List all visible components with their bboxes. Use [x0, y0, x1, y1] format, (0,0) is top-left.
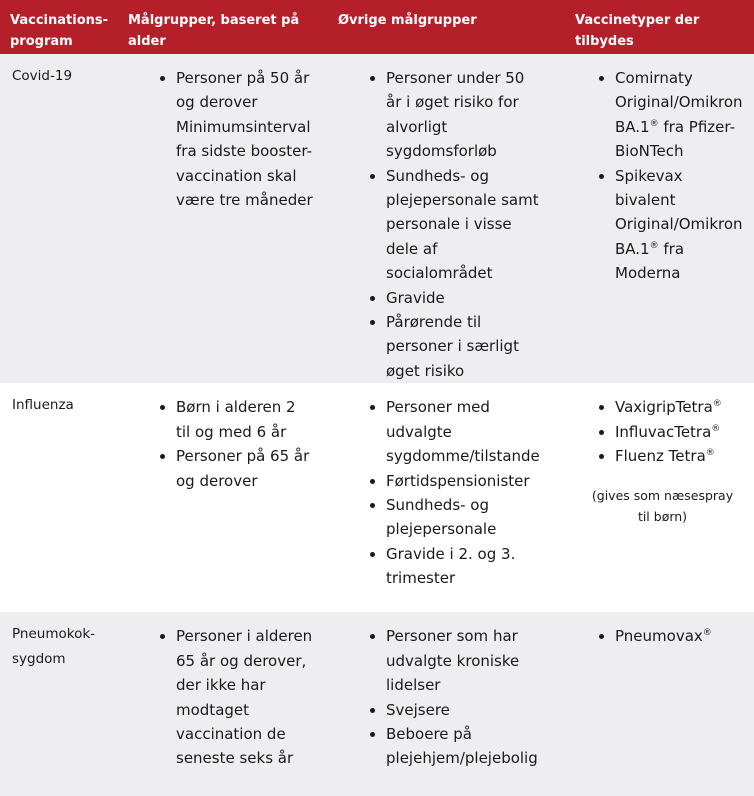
vaccine-item: [615, 164, 744, 286]
age-groups-cell-list: [150, 66, 314, 212]
vaccine-item: [615, 444, 744, 468]
other-groups-cell: [328, 383, 555, 612]
other-groups-cell-list: [360, 395, 543, 590]
age-groups-cell: [118, 612, 328, 796]
registered-mark: ®: [705, 448, 715, 459]
list-item: Børn i alderen 2 til og med 6 år: [176, 395, 314, 444]
age-groups-cell: [118, 383, 328, 612]
vaccine-name: Comirnaty Original/Omikron BA.1: [615, 69, 743, 136]
program-name: Covid-19: [0, 54, 118, 383]
header-other-groups: Øvrige målgrupper: [328, 0, 555, 54]
registered-mark: ®: [702, 628, 712, 639]
vaccine-types-cell: [555, 54, 754, 383]
registered-mark: ®: [712, 399, 722, 410]
header-vaccine-types: Vaccinetyper der tilbydes: [555, 0, 754, 54]
vaccine-types-cell: [555, 383, 754, 612]
vaccine-name: Fluenz Tetra: [615, 447, 706, 466]
vaccine-item: [615, 624, 744, 648]
vaccine-maker: fra Pfizer-BioNTech: [615, 117, 736, 161]
list-item: Personer på 50 år og derover Minimumsinterval fra sidste booster-vaccination skal være tre måneder: [176, 66, 314, 212]
list-item: Førtidspensionister: [386, 469, 543, 493]
list-item: Personer under 50 år i øget risiko for alvorligt sygdomsforløb: [386, 66, 543, 164]
list-item: Gravide i 2. og 3. trimester: [386, 542, 543, 591]
vaccine-name: InfluvacTetra: [615, 422, 712, 441]
vaccine-name: VaxigripTetra: [615, 398, 713, 417]
other-groups-cell: [328, 54, 555, 383]
other-groups-cell: [328, 612, 555, 796]
age-groups-cell: [118, 54, 328, 383]
vaccine-item: [615, 420, 744, 444]
vaccine-name: Spikevax bivalent Original/Omikron BA.1: [615, 166, 743, 258]
other-groups-cell-list: [360, 624, 543, 770]
vaccine-note: (gives som næsespray til børn): [591, 487, 734, 524]
list-item: Svejsere: [386, 698, 543, 722]
vaccine-list: [589, 624, 744, 648]
registered-mark: ®: [649, 240, 659, 251]
vaccine-list: [589, 395, 744, 468]
list-item: Personer med udvalgte sygdomme/tilstande: [386, 395, 543, 468]
list-item: Personer i alderen 65 år og derover, der ikke har modtaget vaccination de seneste seks år: [176, 624, 314, 770]
list-item: Personer på 65 år og derover: [176, 444, 314, 493]
list-item: Beboere på plejehjem/plejebolig: [386, 722, 543, 771]
header-program: Vaccinations-program: [0, 0, 118, 54]
table-row: [0, 612, 754, 796]
list-item: Gravide: [386, 286, 543, 310]
vaccine-maker: fra Moderna: [615, 239, 685, 283]
vaccine-name: Pneumovax: [615, 627, 703, 646]
program-name: Pneumokok-sygdom: [0, 612, 118, 796]
age-groups-cell-list: [150, 624, 314, 770]
list-item: Personer som har udvalgte kroniske lidelser: [386, 624, 543, 697]
vaccine-types-cell: [555, 612, 754, 796]
registered-mark: ®: [711, 423, 721, 434]
vaccine-item: [615, 395, 744, 419]
list-item: Sundheds- og plejepersonale samt personale i visse dele af socialområdet: [386, 164, 543, 286]
other-groups-cell-list: [360, 66, 543, 383]
list-item: Sundheds- og plejepersonale: [386, 493, 543, 542]
age-groups-cell-list: [150, 395, 314, 493]
program-name: Influenza: [0, 383, 118, 612]
registered-mark: ®: [649, 118, 659, 129]
table-row: [0, 383, 754, 612]
header-row: [0, 0, 754, 54]
vaccine-item: [615, 66, 744, 164]
vaccine-list: [589, 66, 744, 286]
header-age-groups: Målgrupper, baseret på alder: [118, 0, 328, 54]
list-item: Pårørende til personer i særligt øget risiko: [386, 310, 543, 383]
table-row: [0, 54, 754, 383]
